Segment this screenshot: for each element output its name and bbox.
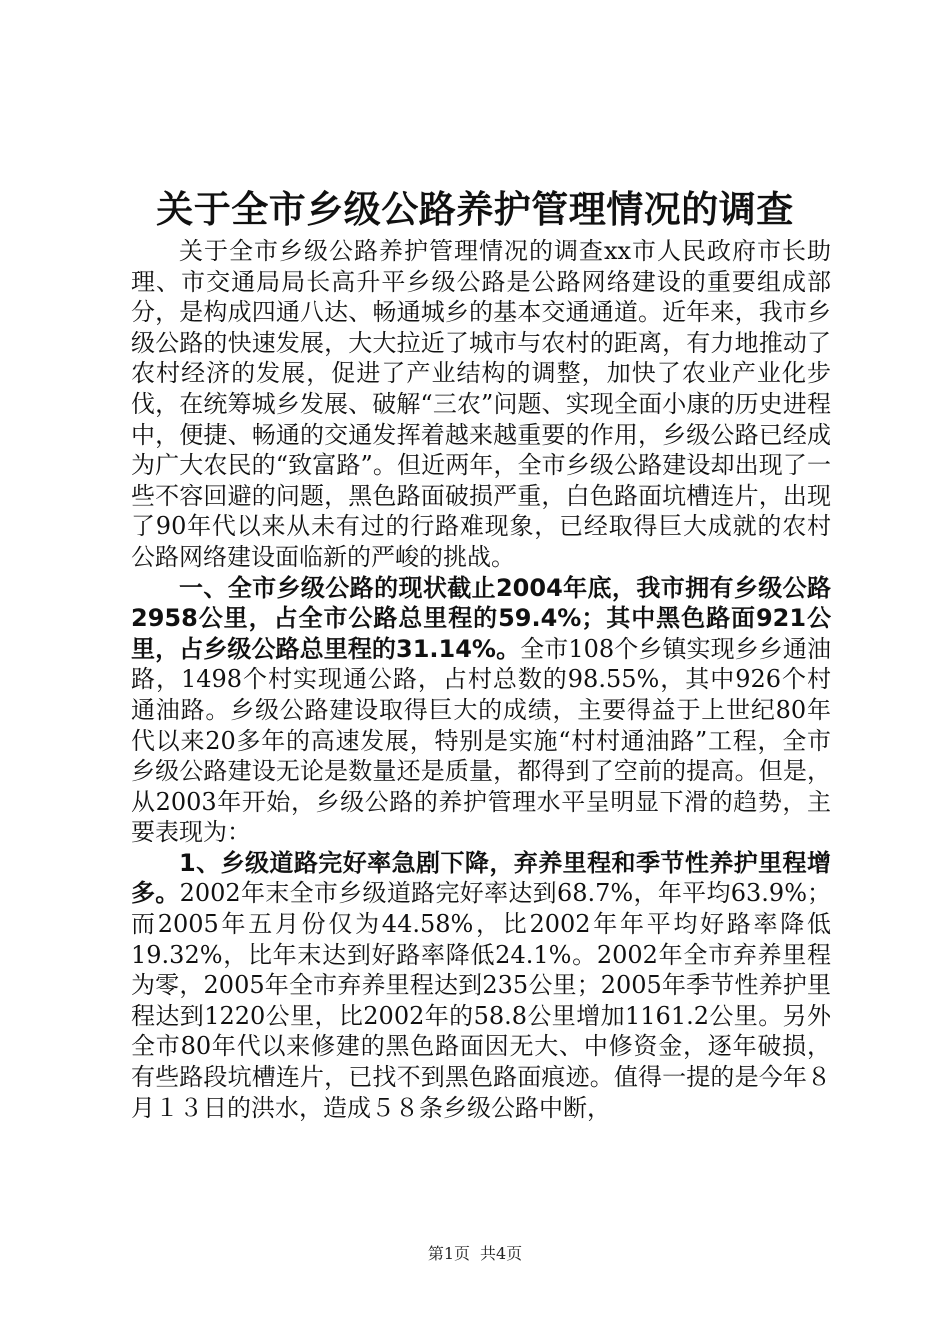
section-one-text: 全市108个乡镇实现乡乡通油路，1498个村实现通公路，占村总数的98.55%，其中926个村通油路。乡级公路建设取得巨大的成绩，主要得益于上世纪80年代以来20多年的高速发展，特别是实施“村村通油路”工程，全市乡级公路建设无论是数量还是质量，都得到了空前的提高。但是，从2003年开始，乡级公路的养护管理水平呈明显下滑的趋势，主要表现为： — [131, 634, 831, 847]
document-title: 关于全市乡级公路养护管理情况的调查 — [156, 188, 794, 231]
page-total: 共4页 — [480, 1244, 523, 1263]
subsection-one-text: 2002年末全市乡级道路完好率达到68.7%，年平均63.9%；而2005年五月份仅为44.58%，比2002年年平均好路率降低19.32%，比年末达到好路率降低24.1%。2002年全市弃养里程为零，2005年全市弃养里程达到235公里；2005年季节性养护里程达到1220公里，比2002年的58.8公里增加1161.2公里。另外全市80年代以来修建的黑色路面因无大、中修资金，逐年破损，有些路段坑槽连片，已找不到黑色路面痕迹。值得一提的是今年８月１３日的洪水，造成５８条乡级公路中断， — [131, 879, 832, 1122]
page-number: 第1页 — [427, 1244, 470, 1263]
section-one-heading: 一、全市乡级公路的现状截止2004年底，我市拥有乡级公路2958公里，占全市公路总里程的59.4%；其中黑色路面921公里，占乡级公路总里程的31.14%。 — [131, 573, 831, 663]
page-footer — [0, 1244, 950, 1264]
subsection-one-heading: 1、乡级道路完好率急剧下降，弃养里程和季节性养护里程增多。 — [131, 848, 831, 908]
intro-paragraph-text: 关于全市乡级公路养护管理情况的调查xx市人民政府市长助理、市交通局局长高升平乡级公路是公路网络建设的重要组成部分，是构成四通八达、畅通城乡的基本交通通道。近年来，我市乡级公路的快速发展，大大拉近了城市与农村的距离，有力地推动了农村经济的发展，促进了产业结构的调整，加快了农业产业化步伐，在统筹城乡发展、破解“三农”问题、实现全面小康的历史进程中，便捷、畅通的交通发挥着越来越重要的作用，乡级公路已经成为广大农民的“致富路”。但近两年，全市乡级公路建设却出现了一些不容回避的问题，黑色路面破损严重，白色路面坑槽连片，出现了90年代以来从未有过的行路难现象，已经取得巨大成就的农村公路网络建设面临新的严峻的挑战。 — [131, 237, 831, 571]
section-one-paragraph — [131, 573, 831, 848]
intro-paragraph — [131, 236, 831, 573]
document-body — [131, 236, 831, 1123]
subsection-one-paragraph — [131, 848, 831, 1123]
